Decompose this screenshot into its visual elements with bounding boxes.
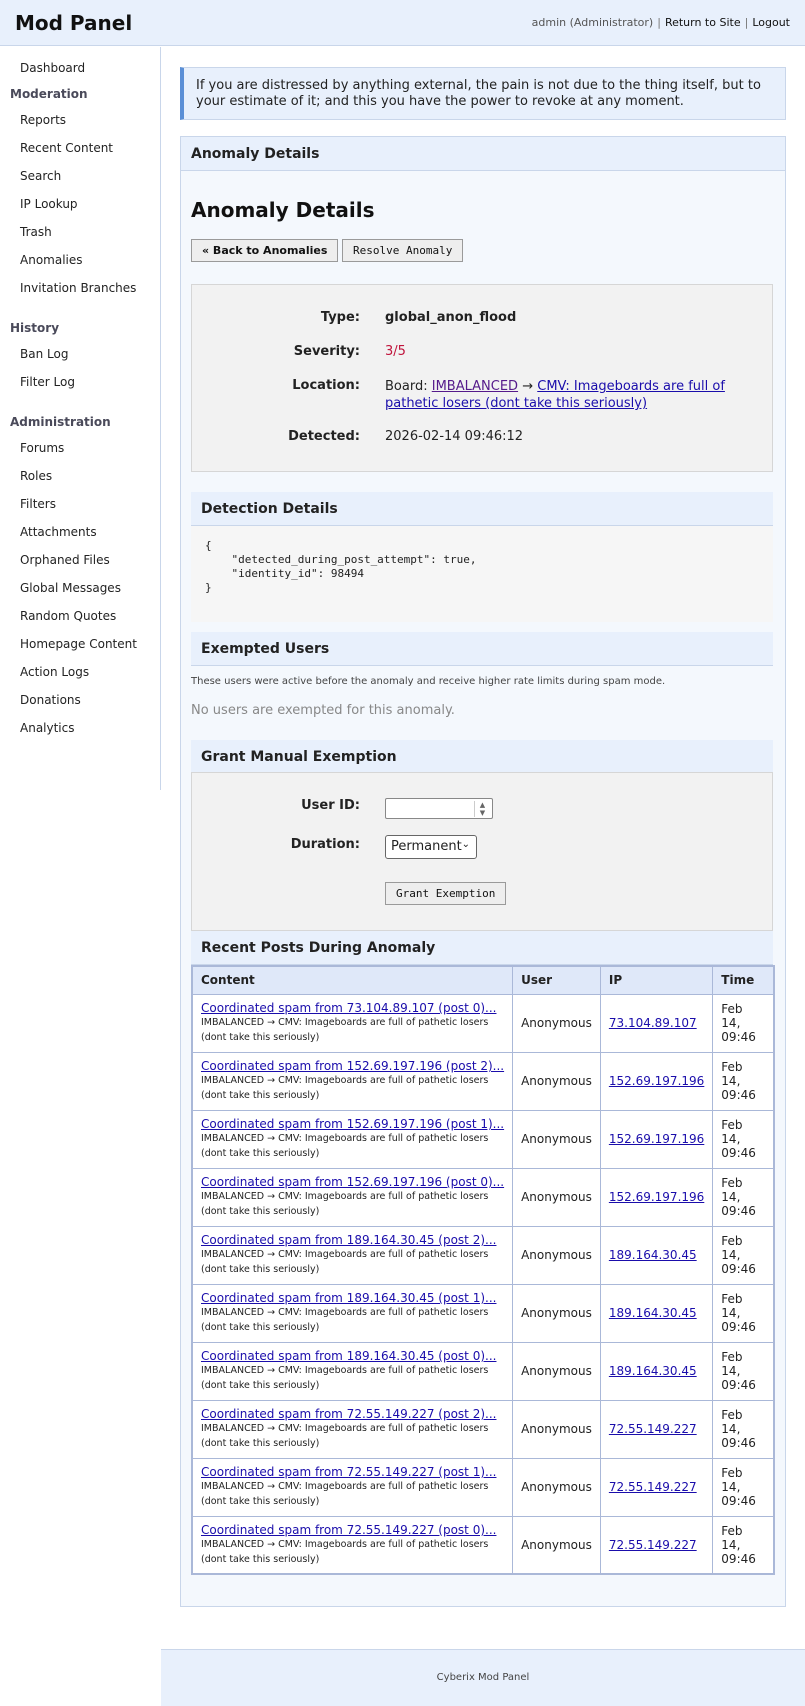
sidebar-item-global-messages[interactable]: Global Messages — [20, 581, 121, 595]
post-time: Feb 14, 09:46 — [713, 1168, 774, 1226]
sidebar-item-search[interactable]: Search — [20, 169, 62, 183]
post-ip-cell — [600, 1400, 712, 1458]
thread-link[interactable]: CMV: Imageboards are full of pathetic losers (dont take this seriously) — [385, 379, 725, 411]
arrow-icon: → — [522, 379, 534, 394]
post-location: IMBALANCED → CMV: Imageboards are full of pathetic losers (dont take this seriously) — [201, 1481, 489, 1507]
user-id-label: User ID: — [301, 798, 360, 813]
post-link[interactable]: Coordinated spam from 72.55.149.227 (post 0)... — [201, 1522, 497, 1537]
board-link[interactable]: IMBALANCED — [431, 379, 519, 394]
ip-link[interactable]: 152.69.197.196 — [608, 1132, 705, 1146]
table-row — [192, 1284, 774, 1342]
type-value: global_anon_flood — [385, 310, 517, 325]
table-row — [192, 1110, 774, 1168]
post-time: Feb 14, 09:46 — [713, 994, 774, 1052]
duration-label: Duration: — [290, 837, 360, 852]
exempted-users-header: Exempted Users — [191, 632, 773, 666]
recent-posts-table — [191, 965, 775, 1575]
post-user: Anonymous — [513, 1516, 601, 1574]
post-user: Anonymous — [513, 1052, 601, 1110]
sidebar-item-dashboard[interactable]: Dashboard — [20, 61, 86, 75]
post-ip-cell — [600, 1458, 712, 1516]
page-title: Anomaly Details — [191, 198, 375, 222]
column-time: Time — [713, 966, 774, 994]
location-label: Location: — [292, 378, 360, 393]
post-time: Feb 14, 09:46 — [713, 1342, 774, 1400]
post-location: IMBALANCED → CMV: Imageboards are full of pathetic losers (dont take this seriously) — [201, 1307, 489, 1333]
post-ip-cell — [600, 1110, 712, 1168]
app-title: Mod Panel — [15, 11, 133, 35]
recent-posts-header: Recent Posts During Anomaly — [191, 931, 773, 965]
grant-exemption-header: Grant Manual Exemption — [191, 740, 773, 774]
ip-link[interactable]: 152.69.197.196 — [608, 1074, 705, 1088]
panel-header: Anomaly Details — [181, 137, 785, 171]
post-time: Feb 14, 09:46 — [713, 1284, 774, 1342]
sidebar-group-moderation: Moderation — [10, 87, 88, 101]
sidebar-item-ban-log[interactable]: Ban Log — [20, 347, 69, 361]
post-ip-cell — [600, 1284, 712, 1342]
sidebar-item-orphaned-files[interactable]: Orphaned Files — [20, 553, 110, 567]
post-user: Anonymous — [513, 1110, 601, 1168]
chevron-down-icon: ⌄ — [461, 839, 470, 850]
sidebar-item-recent-content[interactable]: Recent Content — [20, 141, 114, 155]
ip-link[interactable]: 152.69.197.196 — [608, 1190, 705, 1204]
post-location: IMBALANCED → CMV: Imageboards are full of pathetic losers (dont take this seriously) — [201, 1423, 489, 1449]
post-location: IMBALANCED → CMV: Imageboards are full of pathetic losers (dont take this seriously) — [201, 1365, 489, 1391]
column-user: User — [513, 966, 601, 994]
post-content-cell — [192, 1226, 513, 1284]
logout-link[interactable]: Logout — [752, 16, 790, 29]
sidebar-item-anomalies[interactable]: Anomalies — [20, 253, 83, 267]
sidebar-item-random-quotes[interactable]: Random Quotes — [20, 609, 117, 623]
post-location: IMBALANCED → CMV: Imageboards are full of pathetic losers (dont take this seriously) — [201, 1133, 489, 1159]
exempted-users-empty: No users are exempted for this anomaly. — [191, 703, 455, 718]
user-bar: admin (Administrator) | Return to Site | Logout — [531, 16, 790, 29]
post-user: Anonymous — [513, 1284, 601, 1342]
post-user: Anonymous — [513, 1226, 601, 1284]
table-row — [192, 1168, 774, 1226]
severity-label: Severity: — [293, 344, 360, 359]
post-content-cell — [192, 1516, 513, 1574]
sidebar-item-filters[interactable]: Filters — [20, 497, 56, 511]
post-time: Feb 14, 09:46 — [713, 1516, 774, 1574]
post-ip-cell — [600, 1168, 712, 1226]
random-quote-banner: If you are distressed by anything external, the pain is not due to the thing itself, but to your estimate of it; and this you have the power to revoke at any moment. — [180, 67, 786, 120]
post-link[interactable]: Coordinated spam from 189.164.30.45 (post 0)... — [201, 1349, 497, 1363]
post-location: IMBALANCED → CMV: Imageboards are full of pathetic losers (dont take this seriously) — [201, 1538, 489, 1565]
sidebar-item-trash[interactable]: Trash — [20, 225, 52, 239]
post-content-cell — [192, 1458, 513, 1516]
post-link[interactable]: Coordinated spam from 152.69.197.196 (post 2)... — [201, 1059, 505, 1073]
sidebar-item-ip-lookup[interactable]: IP Lookup — [20, 197, 78, 211]
post-location: IMBALANCED → CMV: Imageboards are full of pathetic losers (dont take this seriously) — [201, 1249, 489, 1275]
detected-label: Detected: — [288, 429, 360, 444]
ip-link[interactable]: 189.164.30.45 — [608, 1364, 697, 1378]
post-time: Feb 14, 09:46 — [713, 1110, 774, 1168]
grant-exemption-button[interactable]: Grant Exemption — [385, 882, 506, 905]
post-link[interactable]: Coordinated spam from 189.164.30.45 (post 2)... — [201, 1233, 497, 1247]
number-spinner-icon[interactable]: ▲ ▼ — [474, 801, 490, 817]
sidebar-item-forums[interactable]: Forums — [20, 441, 65, 455]
grant-exemption-form — [191, 772, 773, 931]
post-link[interactable]: Coordinated spam from 72.55.149.227 (post 2)... — [201, 1407, 497, 1421]
detected-value: 2026-02-14 09:46:12 — [385, 429, 524, 444]
table-row — [192, 1226, 774, 1284]
exempted-users-note: These users were active before the anomaly and receive higher rate limits during spam mode. — [191, 676, 666, 687]
post-time: Feb 14, 09:46 — [713, 1458, 774, 1516]
severity-value: 3/5 — [385, 344, 406, 359]
table-header-row — [192, 966, 774, 994]
post-content-cell — [192, 1168, 513, 1226]
sidebar-item-reports[interactable]: Reports — [20, 113, 67, 127]
ip-link[interactable]: 189.164.30.45 — [608, 1306, 697, 1320]
ip-link[interactable]: 72.55.149.227 — [608, 1480, 697, 1494]
post-content-cell — [192, 994, 513, 1052]
sidebar-item-donations[interactable]: Donations — [20, 693, 81, 707]
ip-link[interactable]: 72.55.149.227 — [608, 1537, 697, 1552]
column-ip: IP — [600, 966, 712, 994]
post-user: Anonymous — [513, 1400, 601, 1458]
ip-link[interactable]: 72.55.149.227 — [608, 1422, 697, 1436]
post-location: IMBALANCED → CMV: Imageboards are full of pathetic losers (dont take this seriously) — [201, 1191, 489, 1217]
post-ip-cell — [600, 1226, 712, 1284]
post-ip-cell — [600, 994, 712, 1052]
location-value — [385, 378, 755, 412]
top-bar — [0, 0, 805, 46]
post-link[interactable]: Coordinated spam from 72.55.149.227 (post 1)... — [201, 1465, 497, 1479]
sidebar-group-administration: Administration — [10, 415, 111, 429]
post-user: Anonymous — [513, 994, 601, 1052]
post-time: Feb 14, 09:46 — [713, 1400, 774, 1458]
duration-select[interactable] — [385, 835, 477, 859]
post-ip-cell — [600, 1516, 712, 1574]
post-ip-cell — [600, 1052, 712, 1110]
sidebar-item-invitation-branches[interactable]: Invitation Branches — [20, 281, 137, 295]
sidebar-item-roles[interactable]: Roles — [20, 469, 53, 483]
anomaly-panel — [180, 136, 786, 1607]
table-row — [192, 1400, 774, 1458]
sidebar-item-analytics[interactable]: Analytics — [20, 721, 75, 735]
current-user: admin (Administrator) — [531, 16, 654, 29]
return-to-site-link[interactable]: Return to Site — [664, 16, 741, 29]
post-ip-cell — [600, 1342, 712, 1400]
sidebar-group-history: History — [10, 321, 60, 335]
post-user: Anonymous — [513, 1458, 601, 1516]
duration-selected: Permanent — [391, 839, 462, 854]
detection-details-header: Detection Details — [191, 492, 773, 526]
post-content-cell — [192, 1110, 513, 1168]
post-content-cell — [192, 1342, 513, 1400]
column-content: Content — [192, 966, 513, 994]
post-location: IMBALANCED → CMV: Imageboards are full of pathetic losers (dont take this seriously) — [201, 1017, 489, 1043]
ip-link[interactable]: 73.104.89.107 — [608, 1016, 697, 1030]
ip-link[interactable]: 189.164.30.45 — [608, 1248, 697, 1262]
sidebar-item-filter-log[interactable]: Filter Log — [20, 375, 75, 389]
post-user: Anonymous — [513, 1168, 601, 1226]
detection-json: { "detected_during_post_attempt": true, "identity_id": 98494 } — [191, 526, 773, 622]
sidebar-item-action-logs[interactable]: Action Logs — [20, 665, 90, 679]
post-link[interactable]: Coordinated spam from 73.104.89.107 (post 0)... — [201, 1001, 497, 1015]
sidebar-item-attachments[interactable]: Attachments — [20, 525, 97, 539]
type-label: Type: — [320, 310, 360, 325]
table-row — [192, 1458, 774, 1516]
sidebar — [0, 47, 161, 790]
table-row — [192, 1516, 774, 1574]
post-link[interactable]: Coordinated spam from 152.69.197.196 (post 0)... — [201, 1175, 505, 1189]
post-content-cell — [192, 1284, 513, 1342]
post-link[interactable]: Coordinated spam from 152.69.197.196 (post 1)... — [201, 1117, 505, 1131]
post-user: Anonymous — [513, 1342, 601, 1400]
post-location: IMBALANCED → CMV: Imageboards are full of pathetic losers (dont take this seriously) — [201, 1075, 489, 1101]
post-content-cell — [192, 1400, 513, 1458]
anomaly-info-box — [191, 284, 773, 472]
post-time: Feb 14, 09:46 — [713, 1226, 774, 1284]
sidebar-item-homepage-content[interactable]: Homepage Content — [20, 637, 137, 651]
post-time: Feb 14, 09:46 — [713, 1052, 774, 1110]
post-link[interactable]: Coordinated spam from 189.164.30.45 (post 1)... — [201, 1291, 497, 1305]
table-row — [192, 1052, 774, 1110]
location-prefix: Board: — [385, 379, 428, 394]
table-row — [192, 994, 774, 1052]
resolve-anomaly-button[interactable]: Resolve Anomaly — [342, 239, 463, 262]
user-id-input[interactable] — [385, 798, 493, 819]
post-content-cell — [192, 1052, 513, 1110]
table-row — [192, 1342, 774, 1400]
back-to-anomalies-button[interactable]: « Back to Anomalies — [191, 239, 338, 262]
footer: Cyberix Mod Panel — [161, 1649, 805, 1706]
